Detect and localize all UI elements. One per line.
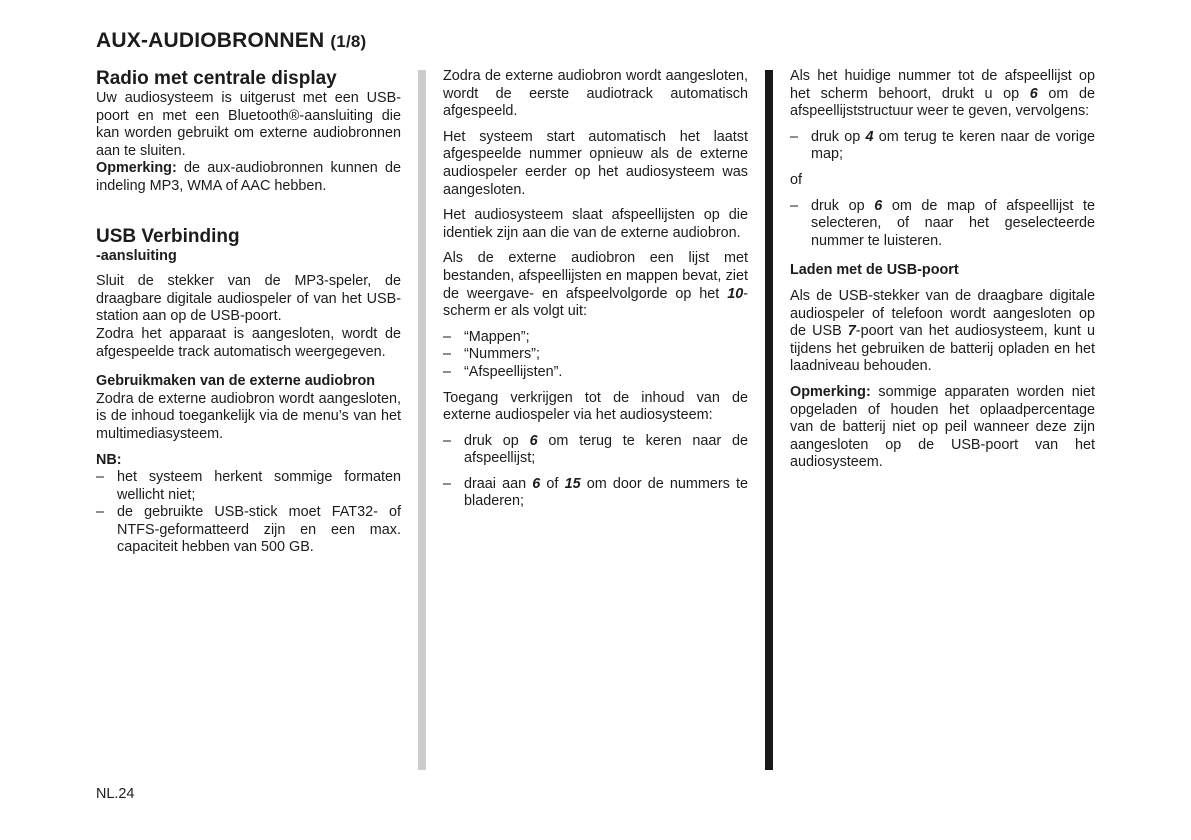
list-item bbox=[790, 198, 1095, 251]
control-number: 7 bbox=[847, 323, 856, 340]
heading-use: Gebruikmaken van de externe audiobron bbox=[96, 373, 376, 390]
paragraph-usb-1: Sluit de stekker van de MP3-speler, de draagbare digitale audiospeler of van het USB-station aan op de USB-poort. bbox=[96, 273, 401, 325]
or-text: of bbox=[790, 171, 803, 188]
nb-list bbox=[96, 469, 401, 557]
list-item bbox=[443, 433, 748, 468]
title-text: AUX-AUDIOBRONNEN bbox=[96, 29, 325, 52]
nb-label: NB: bbox=[96, 451, 122, 468]
heading-usb: USB Verbinding bbox=[96, 225, 240, 247]
control-number: 15 bbox=[564, 475, 581, 492]
paragraph-use: Zodra de externe audiobron wordt aangesloten, is de inhoud toegankelijk via de menu’s van het multimediasysteem. bbox=[96, 390, 401, 442]
text-span: om de afspeellijststructuur weer te geven, vervolgens: bbox=[790, 85, 1095, 120]
column-divider-grey bbox=[418, 70, 426, 770]
order-list bbox=[443, 329, 748, 382]
page-title bbox=[96, 29, 366, 53]
note-label: Opmerking: bbox=[96, 160, 177, 177]
control-number: 6 bbox=[532, 475, 541, 492]
column-2 bbox=[443, 68, 748, 519]
column-3 bbox=[790, 68, 1095, 480]
list-item bbox=[443, 476, 748, 511]
paragraph-2: Het systeem start automatisch het laatst afgespeelde nummer opnieuw als de externe audiospeler eerder op het audiosysteem was aangesloten. bbox=[443, 128, 748, 198]
paragraph-charge bbox=[790, 288, 1095, 376]
note-text: sommige apparaten worden niet opgeladen of houden het oplaadpercentage van de batterij niet op peil wanneer deze zijn aangesloten op de USB-poort van het audiosysteem. bbox=[790, 383, 1095, 471]
note-text: de aux-audiobronnen kunnen de indeling MP3, WMA of AAC hebben. bbox=[96, 160, 401, 194]
control-number: 6 bbox=[529, 432, 538, 449]
text-span: Als het huidige nummer tot de afspeellijst op het scherm behoort, drukt u op bbox=[790, 68, 1095, 102]
heading-usb-sub: -aansluiting bbox=[96, 247, 177, 264]
steps-list-1 bbox=[790, 129, 1095, 164]
text-span: druk op bbox=[811, 128, 866, 145]
column-1 bbox=[96, 68, 401, 565]
list-item bbox=[790, 129, 1095, 164]
list-item: – het systeem herkent sommige formaten wellicht niet; bbox=[96, 469, 401, 504]
list-item: – de gebruikte USB-stick moet FAT32- of NTFS-geformatteerd zijn en een max. capaciteit hebben van 500 GB. bbox=[96, 504, 401, 557]
text-span: om de map of afspeellijst te selecteren, of naar het geselecteerde nummer te luisteren. bbox=[811, 197, 1095, 249]
list-item: – “Nummers”; bbox=[443, 346, 748, 364]
heading-radio: Radio met centrale display bbox=[96, 68, 337, 89]
heading-charge: Laden met de USB-poort bbox=[790, 262, 959, 279]
paragraph-1: Zodra de externe audiobron wordt aangesloten, wordt de eerste audiotrack automatisch afgespeeld. bbox=[443, 68, 748, 120]
paragraph-usb-2: Zodra het apparaat is aangesloten, wordt de afgespeelde track automatisch weergegeven. bbox=[96, 325, 401, 360]
text-span: om terug te keren naar de vorige map; bbox=[811, 128, 1095, 163]
text-span: -poort van het audiosysteem, kunt u tijdens het gebruiken de batterij opladen en het laadniveau behouden. bbox=[790, 323, 1095, 375]
text-span: druk op bbox=[811, 197, 875, 214]
text-span: Als de externe audiobron een lijst met bestanden, afspeellijsten en mappen bevat, ziet de weergave- en afspeelvolgorde op het bbox=[443, 250, 748, 302]
note-charge bbox=[790, 384, 1095, 472]
steps-list bbox=[443, 433, 748, 511]
note-radio bbox=[96, 160, 401, 195]
note-label: Opmerking: bbox=[790, 383, 871, 400]
text-span: of bbox=[540, 475, 565, 492]
list-item: – “Mappen”; bbox=[443, 329, 748, 347]
paragraph-5: Toegang verkrijgen tot de inhoud van de externe audiospeler via het audiosysteem: bbox=[443, 389, 748, 424]
title-part: (1/8) bbox=[330, 32, 367, 51]
text-span: om terug te keren naar de afspeellijst; bbox=[464, 432, 749, 467]
control-number: 4 bbox=[865, 128, 874, 145]
paragraph-3: Het audiosysteem slaat afspeellijsten op die identiek zijn aan die van de externe audiobron. bbox=[443, 207, 748, 241]
control-number: 6 bbox=[1029, 85, 1038, 102]
paragraph-radio: Uw audiosysteem is uitgerust met een USB-poort en met een Bluetooth®-aansluiting die kan worden gebruikt om externe audiobronnen aan te sluiten. bbox=[96, 90, 401, 159]
text-span: -scherm er als volgt uit: bbox=[443, 285, 748, 320]
text-span: om door de nummers te bladeren; bbox=[464, 475, 749, 510]
text-span: Als de USB-stekker van de draagbare digitale audiospeler of telefoon wordt aangesloten op de USB bbox=[790, 287, 1095, 340]
text-span: draai aan bbox=[464, 475, 533, 492]
screen-number: 10 bbox=[727, 285, 744, 302]
column-divider-black bbox=[765, 70, 773, 770]
list-item: – “Afspeellijsten”. bbox=[443, 364, 748, 382]
text-span: druk op bbox=[464, 432, 530, 449]
steps-list-2 bbox=[790, 198, 1095, 251]
page-number: NL.24 bbox=[96, 786, 135, 802]
paragraph-1 bbox=[790, 68, 1095, 121]
control-number: 6 bbox=[874, 197, 883, 214]
paragraph-4 bbox=[443, 250, 748, 320]
